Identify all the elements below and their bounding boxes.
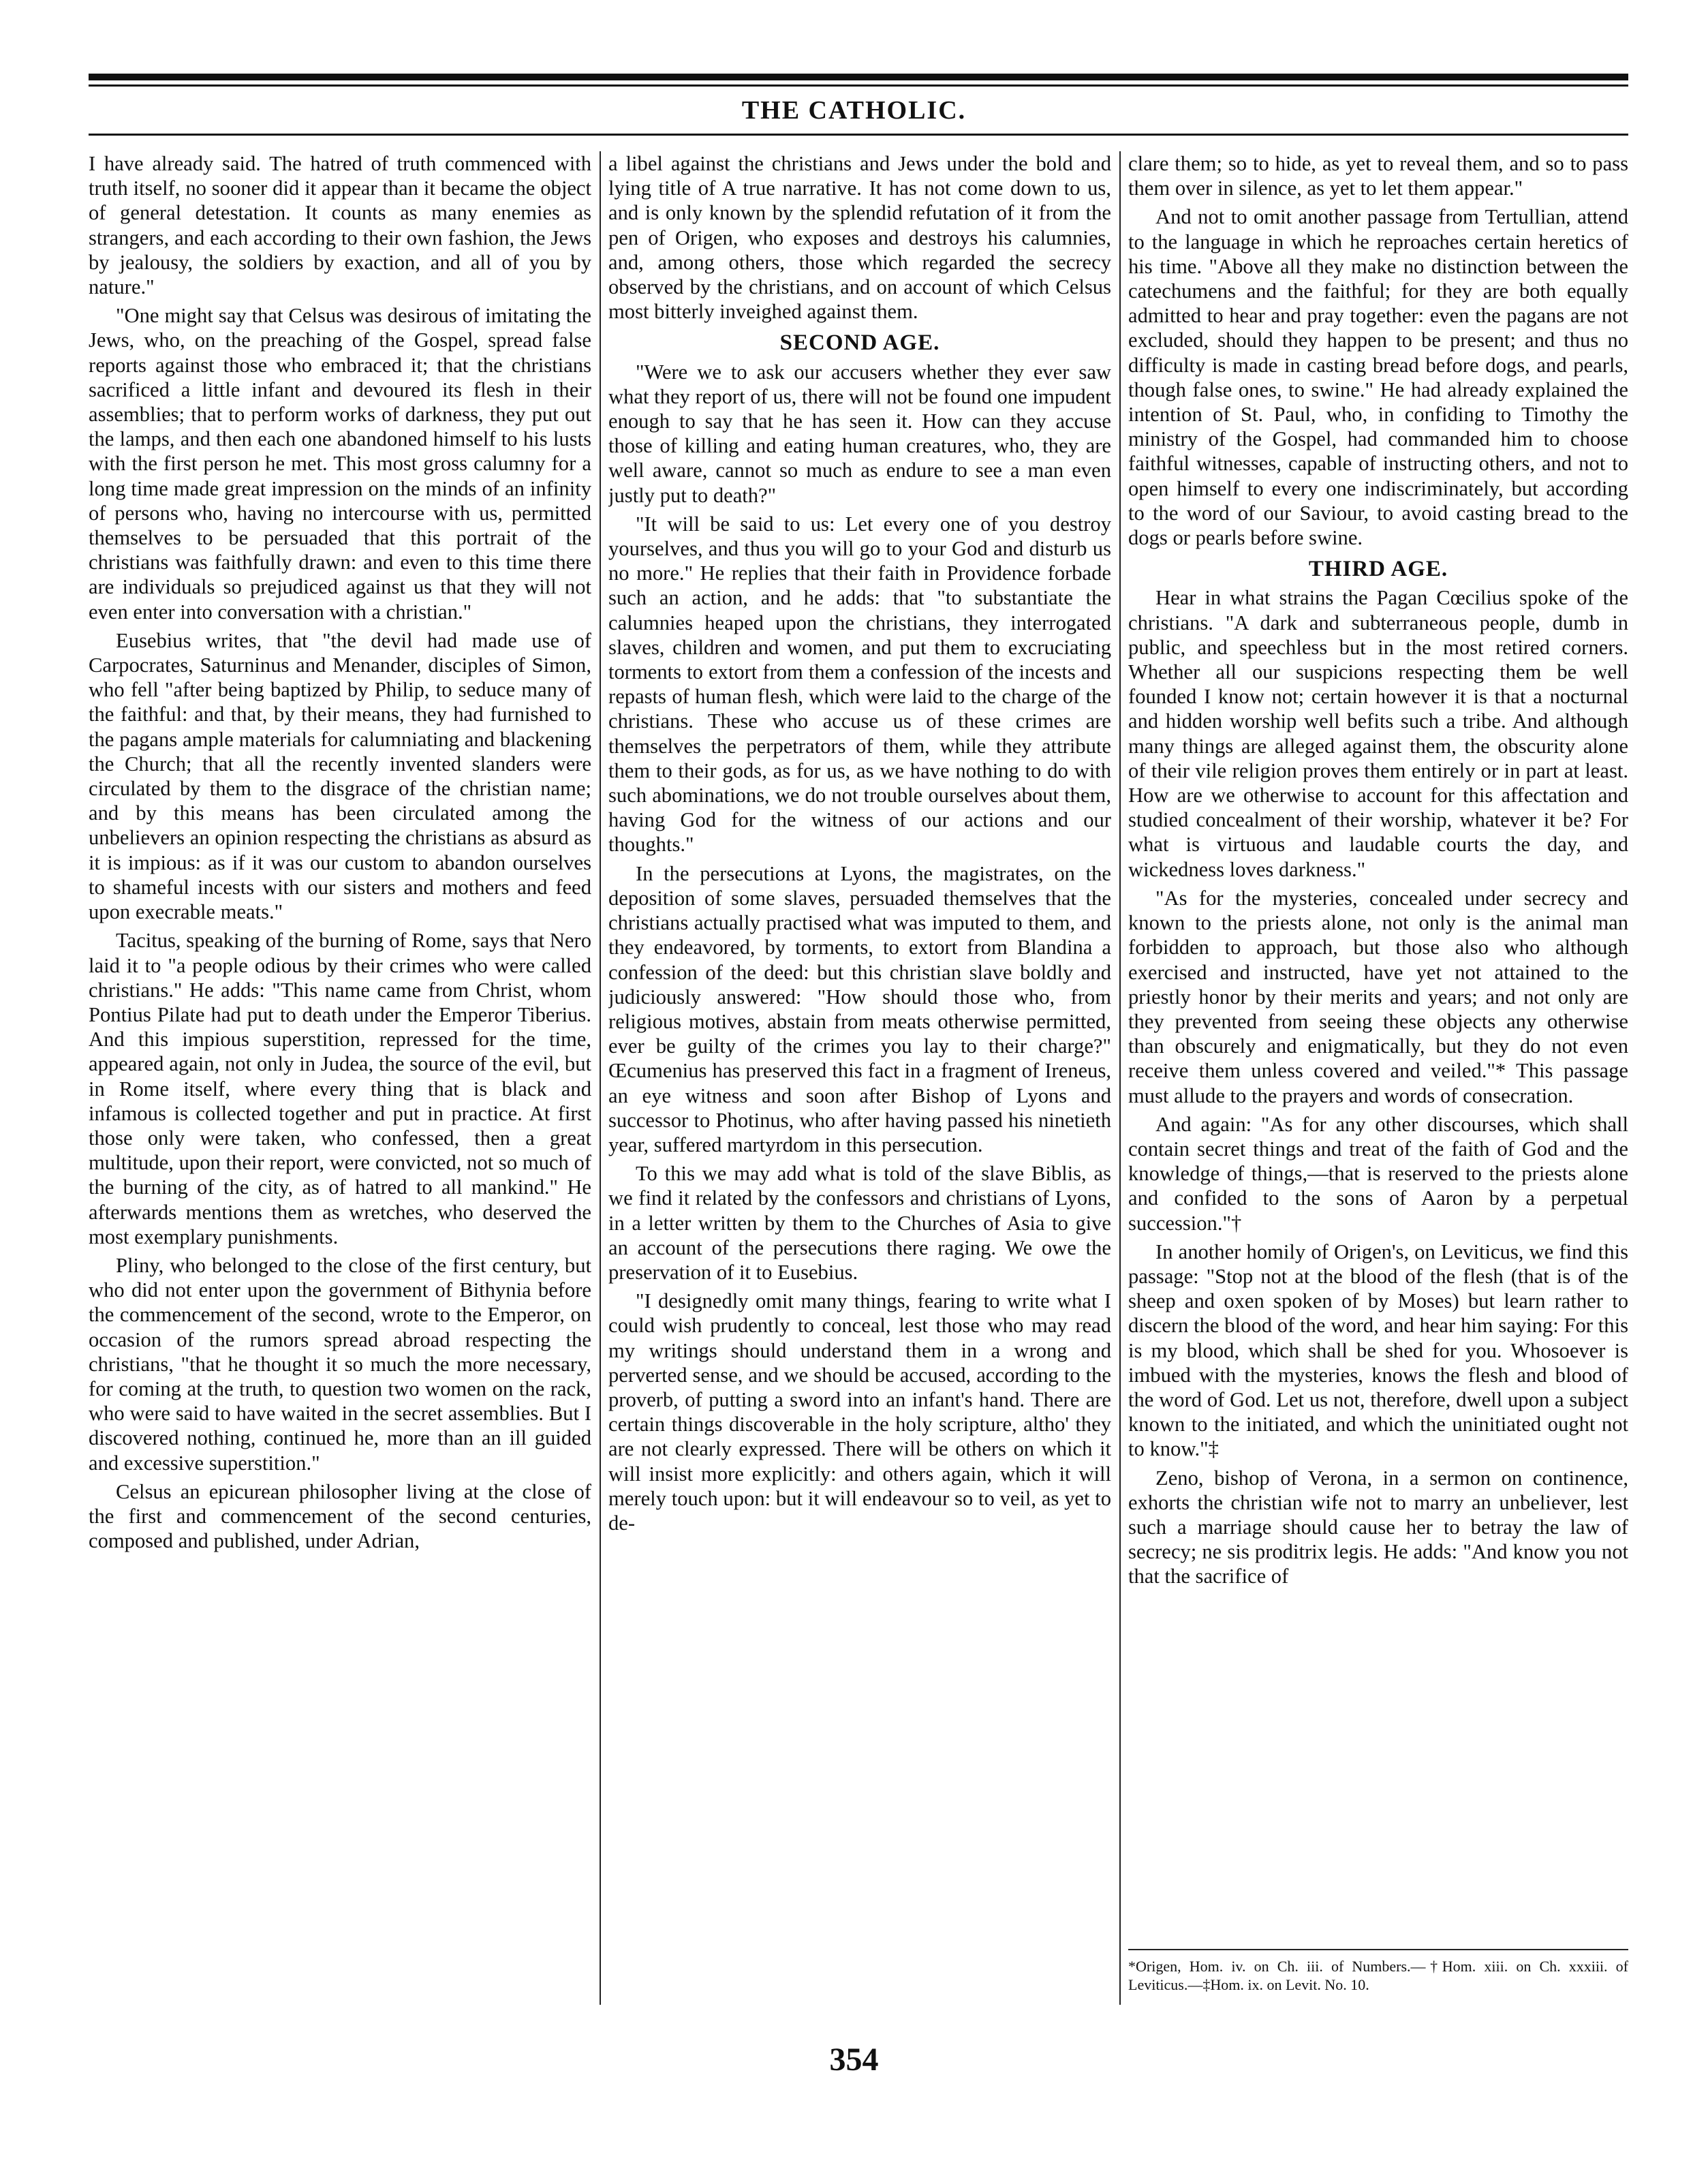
column-divider — [1119, 151, 1121, 2005]
paragraph: Zeno, bishop of Verona, in a sermon on continence, exhorts the christian wife not to marry an unbeliever, lest such a marriage should cause her to betray the law of secrecy; ne sis proditrix legis. He adds: "And know you not that the sacrifice of — [1128, 1466, 1628, 1588]
paragraph: And not to omit another passage from Tertullian, attend to the language in which he reproaches certain heretics of his time. "Above all they make no distinction between the catechumens and the faithful; for they are both equally admitted to hear and pray together: even the pagans are not excluded, should they happen to be present; and thus no difficulty is made in casting bread before dogs, and pearls, though false ones, to swine." He had already explained the intention of St. Paul, who, in confiding to Timothy the ministry of the Gospel, had commanded him to choose faithful witnesses, capable of instructing others, and not to open himself to every one indiscriminately, but according to the word of our Saviour, to avoid casting bread to the dogs or pearls before swine. — [1128, 205, 1628, 550]
paragraph: "As for the mysteries, concealed under secrecy and known to the priests alone, not only is the animal man forbidden to approach, but those also who although exercised and instructed, have yet not attained to the priestly honor by their merits and years; and not only are they prevented from seeing these objects any otherwise than obscurely and enigmatically, but they do not even receive them unless covered and veiled."* This passage must allude to the prayers and words of consecration. — [1128, 886, 1628, 1107]
paragraph: "Were we to ask our accusers whether they ever saw what they report of us, there will not be found one impudent enough to say that he has seen it. How can they accuse those of killing and eating human creatures, who, they are well aware, cannot so much as endure to see a man even justly put to death?" — [608, 360, 1111, 507]
column-divider — [600, 151, 601, 2005]
footnotes: *Origen, Hom. iv. on Ch. iii. of Numbers.—†Hom. xiii. on Ch. xxxiii. of Leviticus.—‡Hom. ix. on Levit. No. 10. — [1128, 1949, 1628, 1994]
header-rule — [89, 134, 1628, 136]
paragraph: Pliny, who belonged to the close of the first century, but who did not enter upon the government of Bithynia before the commencement of the second, wrote to the Emperor, on occasion of the rumors spread abroad respecting the christians, "that he thought it so much the more necessary, for coming at the truth, to question two women on the rack, who were said to have waited in the secret assemblies. But I discovered nothing, continued he, more than an ill guided and excessive superstition." — [89, 1253, 591, 1475]
text-column-3 — [1128, 151, 1628, 1991]
paragraph: Hear in what strains the Pagan Cœcilius spoke of the christians. "A dark and subterraneous people, dumb in public, and speechless but in the most retired corners. Whether all our suspicions respecting them be well founded I know not; certain however it is that a nocturnal and hidden worship well befits such a tribe. And although many things are alleged against them, the obscurity alone of their vile religion proves them entirely or in part at least. How are we otherwise to account for this affectation and studied concealment of their worship, whatever it be? For what is virtuous and laudable courts the day, and wickedness loves darkness." — [1128, 586, 1628, 881]
paragraph: clare them; so to hide, as yet to reveal them, and so to pass them over in silence, as yet to let them appear." — [1128, 152, 1628, 200]
paragraph: Tacitus, speaking of the burning of Rome, says that Nero laid it to "a people odious by their crimes who were called christians." He adds: "This name came from Christ, whom Pontius Pilate had put to death under the Emperor Tiberius. And this impious superstition, repressed for the time, appeared again, not only in Judea, the source of the evil, but in Rome itself, where every thing that is black and infamous is collected together and put in practice. At first those only were taken, who confessed, then a great multitude, upon their report, were convicted, not so much of the burning of the city, as of hatred to all mankind." He afterwards mentions them as wretches, who deserved the most exemplary punishments. — [89, 929, 591, 1248]
paragraph: I have already said. The hatred of truth commenced with truth itself, no sooner did it appear than it became the object of general detestation. It counts as many enemies as strangers, and each according to their own fashion, the Jews by jealousy, the soldiers by exaction, and all of you by nature." — [89, 152, 591, 299]
text-column-2 — [608, 151, 1111, 1991]
paragraph: "I designedly omit many things, fearing to write what I could wish prudently to conceal, lest those who may read my writings should understand them in a wrong and perverted sense, and we should be accused, according to the proverb, of putting a sword into an infant's hand. There are certain things discoverable in the holy scripture, altho' they are not clearly expressed. There will be others on which it will insist more explicitly: and others again, which it will merely touch upon: but it will endeavour so to veil, as yet to de- — [608, 1289, 1111, 1535]
paragraph: Eusebius writes, that "the devil had made use of Carpocrates, Saturninus and Menander, disciples of Simon, who fell "after being baptized by Philip, to seduce many of the faithful: and that, by their means, they had furnished to the pagans ample materials for calumniating and blackening the Church; that all the recently invented slanders were circulated by them to the disgrace of the christian name; and by this means has been circulated among the unbelievers an opinion respecting the christians as absurd as it is impious: as if it was our custom to abandon ourselves to shameful incests with our sisters and mothers and feed upon execrable meats." — [89, 628, 591, 924]
paragraph: In the persecutions at Lyons, the magistrates, on the deposition of some slaves, persuaded themselves that the christians actually practised what was imputed to them, and they endeavored, by torments, to extort from Blandina a confession of the deed: but this christian slave boldly and judiciously answered: "How should those who, from religious motives, abstain from meats otherwise permitted, ever be guilty of the crimes you lay to their charge?" Œcumenius has preserved this fact in a fragment of Ireneus, an eye witness and soon after Bishop of Lyons and successor to Photinus, who after having passed his ninetieth year, suffered martyrdom in this persecution. — [608, 861, 1111, 1156]
paragraph: Celsus an epicurean philosopher living at the close of the first and commencement of the second centuries, composed and published, under Adrian, — [89, 1479, 591, 1553]
section-heading: SECOND AGE. — [779, 330, 940, 356]
text-column-1 — [89, 151, 591, 1991]
paragraph: "One might say that Celsus was desirous of imitating the Jews, who, on the preaching of the Gospel, spread false reports against those who embraced it; that the christians sacrificed a little infant and devoured its flesh in their assemblies; that to perform works of darkness, they put out the lamps, and then each one abandoned himself to his lusts with the first person he met. This most gross calumny for a long time made great impression on the minds of an infinity of persons who, having no intercourse with us, permitted themselves to be persuaded that this portrait of the christians was faithfully drawn: and even to this time there are individuals so prejudiced against us that they will not even enter into conversation with a christian." — [89, 304, 591, 624]
paragraph: To this we may add what is told of the slave Biblis, as we find it related by the confessors and christians of Lyons, in a letter written by them to the Churches of Asia to give an account of the persecutions there raging. We owe the preservation of it to Eusebius. — [608, 1162, 1111, 1284]
top-rule — [89, 74, 1628, 80]
paragraph: And again: "As for any other discourses, which shall contain secret things and treat of the faith of God and the knowledge of things,—that is reserved to the priests alone and confided to the sons of Aaron by a perpetual succession."† — [1128, 1112, 1628, 1235]
paragraph: In another homily of Origen's, on Leviticus, we find this passage: "Stop not at the blood of the flesh (that is of the sheep and oxen spoken of by Moses) but learn rather to discern the blood of the word, and hear him saying: For this is my blood, which shall be shed for you. Whosoever is imbued with the mysteries, knows the flesh and blood of the word of God. Let us not, therefore, dwell upon a subject known to the initiated, and which the uninitiated ought not to know."‡ — [1128, 1240, 1628, 1461]
section-heading: THIRD AGE. — [1308, 557, 1448, 582]
running-head: THE CATHOLIC. — [741, 96, 967, 125]
paragraph: a libel against the christians and Jews under the bold and lying title of A true narrative. It has not come down to us, and is only known by the splendid refutation of it from the pen of Origen, who exposes and destroys his calumnies, and, among others, those which regarded the secrecy observed by the christians, and on account of which Celsus most bitterly inveighed against them. — [608, 152, 1111, 324]
paragraph: "It will be said to us: Let every one of you destroy yourselves, and thus you will go to your God and disturb us no more." He replies that their faith in Providence forbade such an action, and he adds: that "to substantiate the calumnies heaped upon the christians, they interrogated slaves, children and women, and put them to excruciating torments to extort from them a confession of the incests and repasts of human flesh, which were laid to the charge of the christians. These who accuse us of these crimes are themselves the perpetrators of them, while they attribute them to their gods, as for us, as we have nothing to do with such abominations, we do not trouble ourselves about them, having God for the witness of our actions and our thoughts." — [608, 512, 1111, 857]
top-rule-thin — [89, 84, 1628, 87]
page-number: 354 — [829, 2042, 879, 2078]
